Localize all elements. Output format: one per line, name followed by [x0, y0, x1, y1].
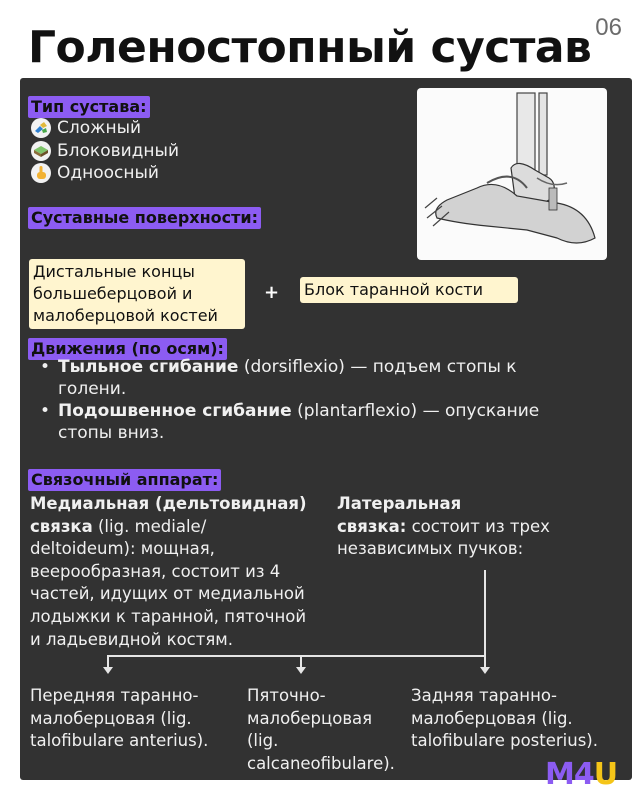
- talus-trochlea-box: Блок таранной кости: [300, 277, 518, 303]
- joint-type-label: Сложный: [57, 118, 142, 138]
- joint-type-item: [31, 163, 159, 183]
- lateral-line: независимых пучков:: [337, 539, 524, 559]
- movement-desc-cont: стопы вниз.: [58, 423, 165, 443]
- ligaments-header: Связочный аппарат:: [28, 469, 221, 491]
- movement-desc: (plantarflexio) — опускание: [291, 401, 540, 421]
- joint-type-item: [31, 118, 141, 138]
- connector-horizontal: [107, 655, 486, 657]
- bundle-line: Задняя таранно-: [411, 686, 557, 705]
- movement-desc: (dorsiflexio) — подъем стопы к: [238, 357, 517, 377]
- bundle-line: (lig.: [247, 731, 279, 751]
- bundle-calcaneofibular: [247, 685, 417, 775]
- logo-four: 4: [573, 757, 594, 792]
- bundle-line: малоберцовая: [247, 708, 373, 728]
- page-title: Голеностопный сустав: [28, 22, 592, 73]
- movements-list: [40, 356, 600, 444]
- medial-title: Медиальная (дельтовидная): [30, 494, 307, 513]
- medial-line: частей, идущих от медиальной: [30, 584, 305, 604]
- bundle-anterior-talofibular: [30, 685, 245, 753]
- medial-title-cont: связка: [30, 516, 93, 536]
- arrow-down-icon: [480, 667, 490, 674]
- connector-vertical: [484, 570, 486, 656]
- movements-header: Движения (по осям):: [28, 338, 227, 360]
- medial-line: deltoideum): мощная,: [30, 539, 215, 559]
- movement-name: Подошвенное сгибание: [58, 401, 292, 421]
- bundle-line: Передняя таранно-: [30, 686, 199, 705]
- logo-m: M: [545, 757, 574, 792]
- joint-type-header: Тип сустава:: [28, 96, 150, 118]
- bundle-posterior-talofibular: [411, 685, 631, 753]
- list-item: [40, 400, 600, 444]
- page-number: 06: [595, 14, 622, 41]
- bundle-line: talofibulare anterius).: [30, 731, 209, 751]
- bundle-line: Пяточно-: [247, 686, 326, 705]
- logo-u: U: [593, 757, 618, 792]
- list-item: [40, 356, 600, 400]
- pointer-icon: [31, 163, 51, 183]
- distal-ends-box: [29, 259, 245, 329]
- bundle-line: calcaneofibulare).: [247, 753, 395, 773]
- block-icon: [31, 141, 51, 161]
- bundle-line: малоберцовая (lig.: [411, 708, 573, 728]
- medial-line: веерообразная, состоит из 4: [30, 561, 281, 581]
- movement-name: Тыльное сгибание: [58, 357, 239, 377]
- arrow-down-icon: [103, 667, 113, 674]
- medial-line: лодыжки к таранной, пяточной: [30, 606, 307, 626]
- joint-type-label: Одноосный: [57, 163, 159, 183]
- bundle-line: малоберцовая (lig.: [30, 708, 192, 728]
- multi-bone-icon: [31, 118, 51, 138]
- medial-ligament-text: [30, 493, 330, 651]
- box-line: Дистальные концы: [33, 262, 195, 281]
- medial-line: и ладьевидной костям.: [30, 629, 233, 649]
- lateral-ligament-text: [337, 493, 617, 561]
- box-line: малоберцовой костей: [33, 306, 218, 325]
- joint-type-item: [31, 141, 179, 161]
- joint-type-label: Блоковидный: [57, 141, 180, 161]
- m4u-logo: [545, 757, 617, 792]
- movement-desc-cont: голени.: [58, 379, 127, 399]
- box-line: большеберцовой и: [33, 284, 193, 303]
- arrow-down-icon: [296, 667, 306, 674]
- plus-sign: +: [264, 282, 280, 303]
- bundle-line: talofibulare posterius).: [411, 731, 598, 751]
- medial-latin: (lig. mediale/: [92, 516, 207, 536]
- lateral-desc: состоит из трех: [406, 516, 550, 536]
- ankle-bones-illustration: [417, 88, 607, 260]
- lateral-title-cont: связка:: [337, 516, 407, 536]
- lateral-title: Латеральная: [337, 494, 462, 513]
- surfaces-header: Суставные поверхности:: [28, 207, 261, 229]
